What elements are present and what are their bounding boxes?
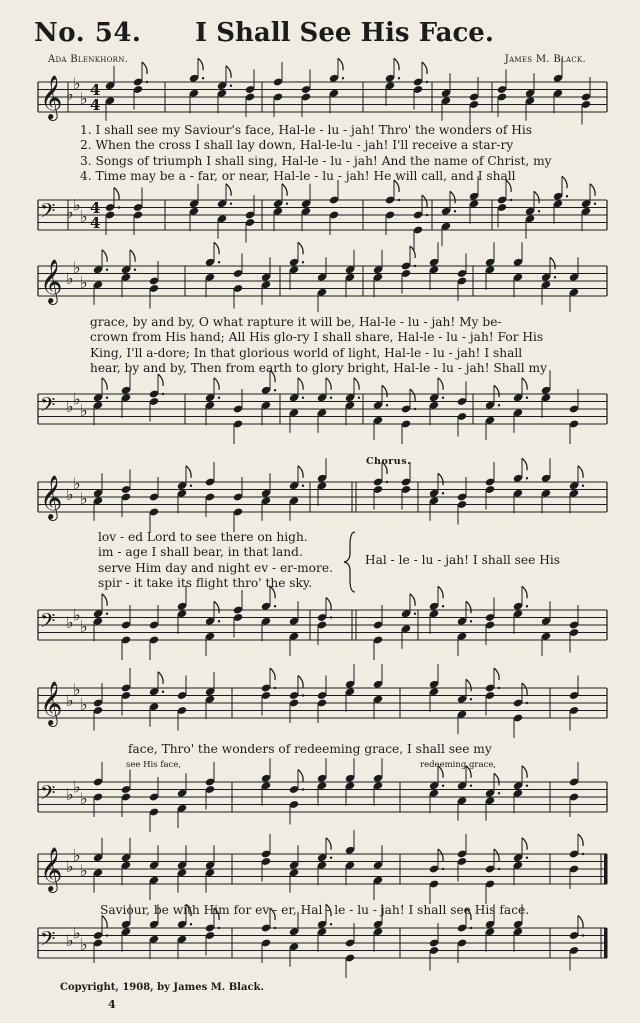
svg-text:𝄞: 𝄞: [40, 75, 63, 119]
verse-2-line-1: 2. When the cross I shall lay down, Hal-le-lu - jah! I'll receive a star-ry: [80, 138, 514, 153]
svg-text:𝄢: 𝄢: [40, 609, 56, 637]
verse-1-line-1: 1. I shall see my Saviour's face, Hal-le - lu - jah! Thro' the wonders of His: [80, 123, 533, 137]
svg-text:♭: ♭: [66, 203, 74, 222]
svg-text:♭: ♭: [80, 400, 88, 420]
svg-text:♭: ♭: [66, 613, 74, 632]
svg-text:♭: ♭: [80, 788, 88, 808]
chorus-line-3: Saviour, be with Him for ev - er, Hal - le - lu - jah! I shall see His face.: [100, 903, 530, 917]
verse-2-line-3: im - age I shall bear, in that land.: [98, 545, 303, 560]
copyright-notice: Copyright, 1908, by James M. Black.: [60, 982, 264, 993]
svg-text:♭: ♭: [66, 85, 74, 104]
verse-3-line-2: King, I'll a-dore; In that glorious world of light, Hal-le - lu - jah! I shall: [90, 345, 523, 360]
svg-text:4: 4: [90, 96, 101, 114]
svg-text:𝄢: 𝄢: [40, 393, 56, 421]
verse-1-line-2: grace, by and by, O what rapture it will be, Hal-le - lu - jah! My be-: [90, 315, 502, 329]
svg-text:𝄞: 𝄞: [40, 259, 63, 303]
svg-text:♭: ♭: [80, 272, 88, 292]
chorus-line-1: Hal - le - lu - jah! I shall see His: [365, 553, 560, 567]
svg-text:♭: ♭: [80, 616, 88, 636]
svg-text:♭: ♭: [73, 473, 81, 493]
svg-text:♭: ♭: [80, 206, 88, 226]
svg-text:♭: ♭: [66, 931, 74, 950]
svg-text:♭: ♭: [80, 88, 88, 108]
svg-text:♭: ♭: [80, 934, 88, 954]
verse-2-line-2: crown from His hand; All His glo-ry I shall share, Hal-le - lu - jah! For His: [90, 330, 544, 345]
svg-text:♭: ♭: [73, 389, 81, 409]
svg-text:𝄢: 𝄢: [40, 781, 56, 809]
svg-text:4: 4: [90, 199, 101, 217]
svg-text:♭: ♭: [80, 860, 88, 880]
svg-text:♭: ♭: [73, 679, 81, 699]
lyricist-credit: Ada Blenkhorn.: [48, 54, 129, 65]
chorus-label: Chorus.: [366, 456, 411, 467]
svg-text:𝄞: 𝄞: [40, 475, 63, 519]
verse-3-line-1: 3. Songs of triumph I shall sing, Hal-le - lu - jah! And the name of Christ, my: [80, 153, 552, 168]
svg-text:𝄢: 𝄢: [40, 199, 56, 227]
svg-text:♭: ♭: [73, 605, 81, 625]
svg-text:𝄞: 𝄞: [40, 681, 63, 725]
svg-text:♭: ♭: [73, 845, 81, 865]
verse-3-line-3: serve Him day and night ev - er-more.: [98, 560, 333, 575]
svg-text:♭: ♭: [66, 785, 74, 804]
svg-text:♭: ♭: [80, 488, 88, 508]
echo-redeeming-grace: redeeming grace,: [420, 760, 497, 770]
chorus-line-2: face, Thro' the wonders of redeeming grace, I shall see my: [128, 742, 492, 756]
svg-text:♭: ♭: [73, 195, 81, 215]
svg-text:𝄢: 𝄢: [40, 927, 56, 955]
svg-text:♭: ♭: [66, 691, 74, 710]
svg-text:♭: ♭: [73, 923, 81, 943]
svg-text:𝄞: 𝄞: [40, 847, 63, 891]
composer-credit: James M. Black.: [504, 54, 586, 65]
svg-text:♭: ♭: [73, 777, 81, 797]
svg-text:♭: ♭: [66, 485, 74, 504]
svg-text:♭: ♭: [80, 694, 88, 714]
page-number: 4: [108, 998, 116, 1011]
svg-text:4: 4: [90, 81, 101, 99]
svg-text:♭: ♭: [66, 269, 74, 288]
verse-1-line-3: lov - ed Lord to see there on high.: [98, 530, 308, 544]
hymn-number: No. 54.: [34, 18, 142, 48]
svg-text:♭: ♭: [73, 257, 81, 277]
echo-see-his-face: see His face,: [126, 760, 182, 770]
svg-text:♭: ♭: [66, 857, 74, 876]
verse-4-line-2: hear, by and by, Then from earth to glory bright, Hal-le - lu - jah! Shall my: [90, 361, 547, 376]
svg-text:♭: ♭: [73, 73, 81, 93]
svg-text:♭: ♭: [66, 397, 74, 416]
svg-text:4: 4: [90, 214, 101, 232]
hymn-title: I Shall See His Face.: [195, 18, 494, 48]
verse-4-line-3: spir - it take its flight thro' the sky.: [98, 576, 313, 591]
verse-4-line-1: 4. Time may be a - far, or near, Hal-le - lu - jah! He will call, and I shall: [80, 169, 516, 184]
